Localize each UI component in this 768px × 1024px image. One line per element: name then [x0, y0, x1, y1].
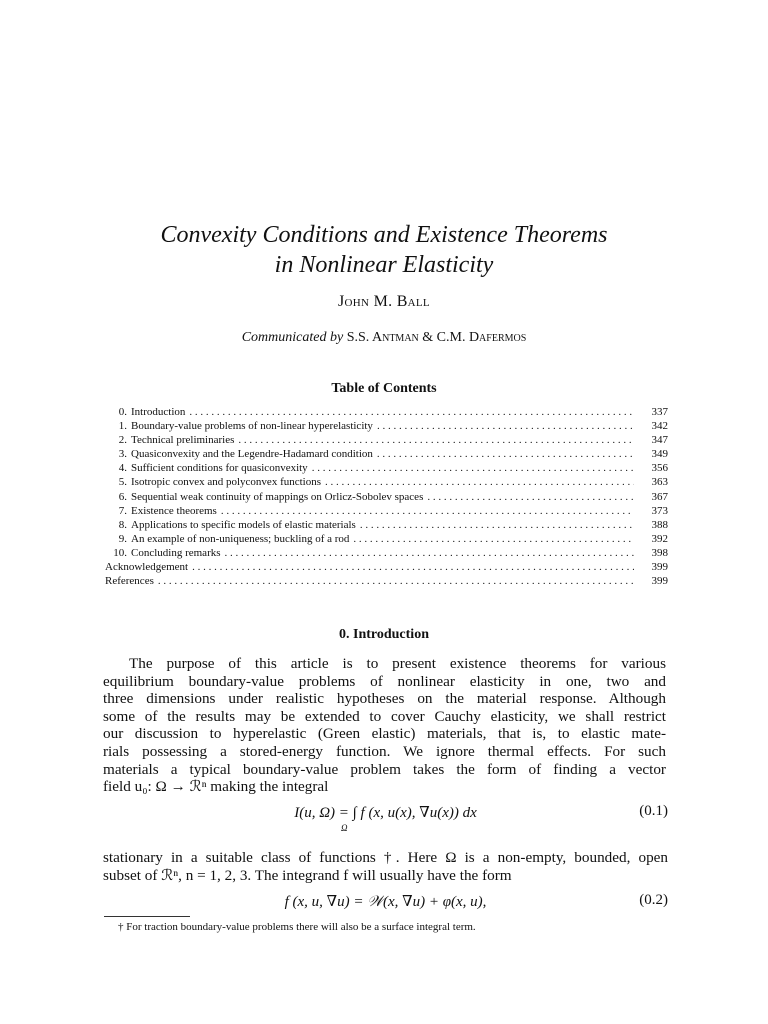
equation-0-2-number: (0.2) — [639, 892, 668, 908]
paragraph-line: subset of ℛⁿ, n = 1, 2, 3. The integrand f will usually have the form — [103, 866, 512, 884]
toc-entry-label: Acknowledgement — [105, 561, 189, 574]
toc-leader-dots — [325, 475, 634, 489]
toc-entry[interactable] — [105, 546, 668, 560]
toc-entry[interactable] — [105, 405, 668, 419]
toc-entry-page: 337 — [651, 406, 668, 418]
toc-entry-page: 399 — [651, 561, 668, 574]
toc-leader-dots — [192, 560, 634, 574]
toc-entry-number: 4. — [118, 462, 127, 475]
equation-0-2-formula: f (x, u, ∇u) = 𝒲(x, ∇u) + φ(x, u), — [284, 894, 487, 910]
toc-entry-label: Sufficient conditions for quasiconvexity — [131, 462, 308, 475]
toc-entry[interactable] — [105, 475, 668, 489]
toc-entry-label: References — [105, 575, 154, 588]
table-of-contents — [105, 405, 668, 588]
paragraph-line: some of the results may be extended to cover Cauchy elasticity, we shall restrict — [103, 707, 666, 725]
toc-entry-label: Isotropic convex and polyconvex functions — [131, 476, 322, 489]
equation-0-2 — [103, 892, 668, 914]
paragraph-line: materials a typical boundary-value problem takes the form of finding a vector — [103, 760, 666, 778]
toc-leader-dots — [427, 490, 634, 504]
toc-leader-dots — [221, 504, 634, 518]
toc-entry-label: Concluding remarks — [131, 546, 221, 559]
toc-leader-dots — [353, 532, 634, 546]
paragraph-line: rials possessing a stored-energy function. We ignore thermal effects. For such — [103, 742, 666, 760]
paragraph-line: our discussion to hyperelastic (Green elastic) materials, that is, to elastic mate- — [103, 725, 666, 743]
communicated-prefix: Communicated by — [241, 330, 344, 345]
toc-entry-number: 5. — [118, 476, 127, 489]
author-name: John M. Ball — [338, 293, 430, 310]
toc-entry[interactable] — [105, 419, 668, 433]
toc-entry-number: 2. — [118, 434, 127, 447]
equation-0-1-number: (0.1) — [639, 803, 668, 819]
toc-leader-dots — [158, 574, 634, 588]
toc-entry-number: 10. — [113, 546, 127, 559]
toc-leader-dots — [377, 447, 634, 461]
toc-entry-page: 347 — [651, 434, 668, 447]
toc-entry-page: 342 — [651, 420, 668, 433]
toc-leader-dots — [377, 419, 634, 433]
toc-entry-page: 356 — [651, 462, 668, 475]
toc-entry-page: 367 — [651, 490, 668, 503]
toc-heading: Table of Contents — [331, 381, 437, 396]
paragraph-line: three dimensions under realistic hypotheses on the material response. Although — [103, 690, 666, 708]
toc-leader-dots — [189, 405, 634, 419]
toc-leader-dots — [360, 518, 634, 532]
toc-entry-page: 349 — [651, 448, 668, 461]
equation-0-1-integral-domain: Ω — [341, 823, 348, 833]
communicated-names: S.S. Antman & C.M. Dafermos — [346, 330, 527, 345]
paragraph-line: field u₀: Ω → ℛⁿ making the integral — [103, 778, 329, 796]
paragraph-line: stationary in a suitable class of functions †. Here Ω is a non-empty, bounded, open — [103, 849, 668, 866]
toc-entry-label: Technical preliminaries — [131, 434, 235, 447]
toc-leader-dots — [238, 433, 634, 447]
paragraph-line: The purpose of this article is to present existence theorems for various — [129, 655, 666, 672]
toc-entry-page: 363 — [651, 476, 668, 489]
section-heading: 0. Introduction — [339, 627, 429, 642]
toc-entry[interactable] — [105, 574, 668, 588]
toc-leader-dots — [225, 546, 634, 560]
toc-entry-label: An example of non-uniqueness; buckling of a rod — [131, 532, 350, 545]
toc-entry-label: Existence theorems — [131, 504, 217, 517]
intro-paragraph — [103, 655, 666, 796]
toc-entry-label: Applications to specific models of elastic materials — [131, 518, 356, 531]
toc-entry[interactable] — [105, 560, 668, 574]
toc-entry-number: 9. — [118, 532, 127, 545]
toc-entry-page: 373 — [651, 504, 668, 517]
toc-entry-number: 7. — [118, 504, 127, 517]
paper-title-line-2: in Nonlinear Elasticity — [274, 252, 494, 278]
equation-0-1 — [103, 803, 668, 825]
paragraph-line: equilibrium boundary-value problems of nonlinear elasticity in one, two and — [103, 672, 666, 690]
toc-entry-label: Quasiconvexity and the Legendre-Hadamard condition — [131, 448, 373, 461]
toc-entry[interactable] — [105, 447, 668, 461]
toc-entry-number: 6. — [118, 490, 127, 503]
toc-entry[interactable] — [105, 532, 668, 546]
toc-entry[interactable] — [105, 433, 668, 447]
toc-entry-page: 388 — [651, 518, 668, 531]
communicated-by-line — [0, 330, 768, 346]
equation-0-1-formula: I(u, Ω) = ∫ f (x, u(x), ∇u(x)) dx — [294, 805, 477, 821]
toc-entry-label: Sequential weak continuity of mappings on Orlicz-Sobolev spaces — [131, 490, 424, 503]
footnote: † For traction boundary-value problems there will also be a surface integral term. — [118, 921, 476, 933]
toc-entry-label: Boundary-value problems of non-linear hyperelasticity — [131, 420, 373, 433]
toc-entry-page: 392 — [651, 532, 668, 545]
toc-entry-page: 399 — [651, 575, 668, 588]
toc-entry[interactable] — [105, 490, 668, 504]
toc-entry-number: 0. — [118, 406, 127, 418]
toc-entry[interactable] — [105, 518, 668, 532]
toc-entry-number: 3. — [118, 448, 127, 461]
toc-entry[interactable] — [105, 504, 668, 518]
toc-entry[interactable] — [105, 461, 668, 475]
intro-paragraph-continued — [103, 849, 668, 884]
toc-entry-label: Introduction — [131, 406, 186, 418]
footnote-rule — [104, 916, 190, 917]
toc-entry-page: 398 — [651, 546, 668, 559]
paper-title-line-1: Convexity Conditions and Existence Theorems — [160, 222, 608, 248]
toc-entry-number: 8. — [118, 518, 127, 531]
toc-leader-dots — [312, 461, 634, 475]
toc-entry-number: 1. — [118, 420, 127, 433]
